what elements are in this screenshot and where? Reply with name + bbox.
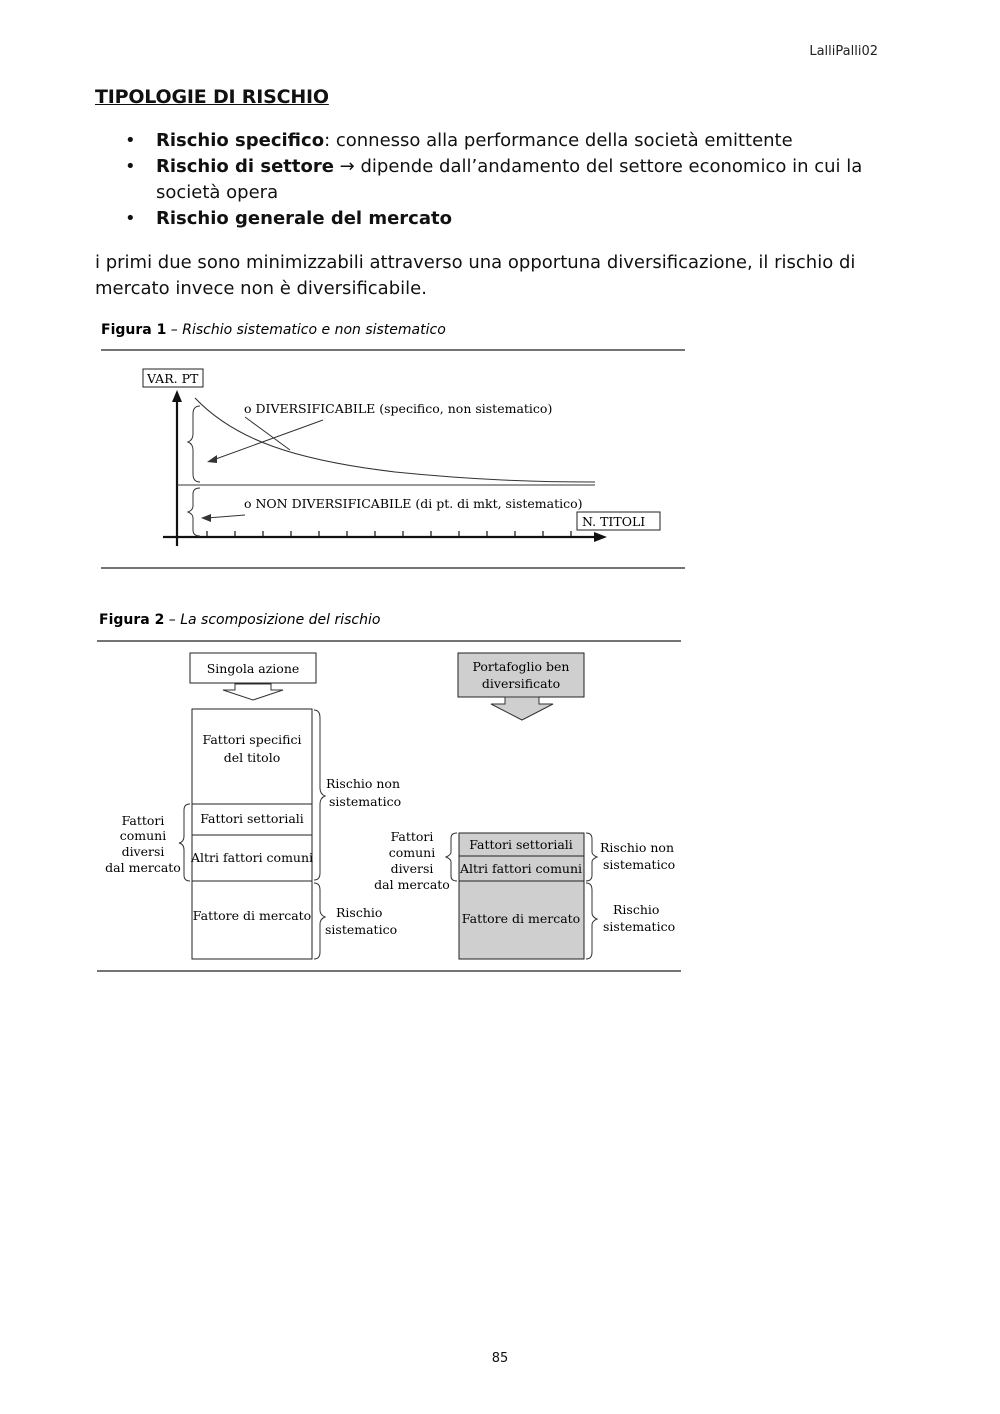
- bullet-bold: Rischio generale del mercato: [156, 208, 452, 229]
- right-systematic-line2: sistematico: [603, 919, 676, 934]
- list-item: [95, 128, 895, 154]
- other-common-factors-left: Altri fattori comuni: [190, 850, 314, 865]
- figure-2: [95, 600, 695, 980]
- market-factor-right: Fattore di mercato: [461, 911, 581, 926]
- non-diversifiable-brace: [188, 488, 200, 536]
- bullet-text: : connesso alla performance della società emittente: [324, 130, 793, 151]
- mid-common-factors-line3: diversi: [390, 861, 434, 876]
- left-common-factors-line2: comuni: [119, 828, 167, 843]
- non-diversifiable-arrow-icon: [201, 514, 211, 522]
- diversifiable-label: o DIVERSIFICABILE (specifico, non sistematico): [244, 401, 553, 416]
- mid-common-factors-line4: dal mercato: [374, 877, 450, 892]
- diversifiable-cross-line: [245, 417, 290, 450]
- page-number: 85: [491, 1351, 509, 1366]
- figure-1: [95, 310, 695, 580]
- bullet-bold: Rischio di settore: [156, 156, 334, 177]
- mid-common-factors-brace: [446, 833, 457, 881]
- list-item: [95, 206, 895, 232]
- left-systematic-line2: sistematico: [325, 922, 398, 937]
- left-systematic-line1: Rischio: [336, 905, 383, 920]
- market-factor-left: Fattore di mercato: [192, 908, 312, 923]
- y-axis-label: VAR. PT: [147, 371, 199, 386]
- x-axis-label: N. TITOLI: [582, 514, 646, 529]
- left-non-systematic-line1: Rischio non: [326, 776, 400, 791]
- left-systematic-brace: [314, 883, 325, 959]
- other-common-factors-right: Altri fattori comuni: [459, 861, 583, 876]
- non-diversifiable-label: o NON DIVERSIFICABILE (di pt. di mkt, sistematico): [244, 496, 583, 511]
- left-non-systematic-line2: sistematico: [329, 794, 402, 809]
- bullet-icon: •: [125, 208, 136, 229]
- body-paragraph: i primi due sono minimizzabili attraverso una opportuna diversificazione, il rischio di mercato invece non è diversificabile.: [95, 252, 856, 299]
- right-non-systematic-line2: sistematico: [603, 857, 676, 872]
- diversifiable-brace: [188, 406, 200, 482]
- sector-factors-left: Fattori settoriali: [200, 811, 304, 826]
- diversified-portfolio-header-line1: Portafoglio ben: [472, 659, 570, 674]
- specific-factors-line2: del titolo: [223, 750, 281, 765]
- single-stock-arrow-icon: [223, 684, 283, 700]
- mid-common-factors-line2: comuni: [388, 845, 436, 860]
- diversified-portfolio-header-line2: diversificato: [481, 676, 561, 691]
- right-non-systematic-brace: [586, 833, 597, 881]
- bullet-icon: •: [125, 156, 136, 177]
- right-non-systematic-line1: Rischio non: [600, 840, 674, 855]
- right-systematic-line1: Rischio: [613, 902, 660, 917]
- header-tag: LalliPalli02: [809, 44, 878, 59]
- left-common-factors-line1: Fattori: [121, 813, 165, 828]
- page-title: TIPOLOGIE DI RISCHIO: [95, 86, 329, 108]
- figure-1-caption: Figura 1 – Rischio sistematico e non sistematico: [101, 322, 446, 338]
- mid-common-factors-line1: Fattori: [390, 829, 434, 844]
- specific-factors-line1: Fattori specifici: [202, 732, 302, 747]
- list-item: [95, 154, 895, 206]
- left-common-factors-line4: dal mercato: [105, 860, 181, 875]
- x-axis-arrow-icon: [594, 532, 607, 542]
- single-stock-header: Singola azione: [206, 661, 300, 676]
- diversified-portfolio-arrow-icon: [491, 697, 553, 720]
- figure-2-caption: Figura 2 – La scomposizione del rischio: [99, 612, 381, 628]
- bullet-text: → dipende dall’andamento del settore economico in cui la società opera: [156, 156, 863, 203]
- right-systematic-brace: [586, 883, 597, 959]
- left-non-systematic-brace: [314, 710, 325, 880]
- non-diversifiable-pointer: [207, 515, 245, 518]
- left-common-factors-line3: diversi: [121, 844, 165, 859]
- sector-factors-right: Fattori settoriali: [469, 837, 573, 852]
- diversifiable-arrow-icon: [207, 455, 217, 463]
- bullet-list: [95, 128, 895, 232]
- bullet-icon: •: [125, 130, 136, 151]
- y-axis-arrow-icon: [172, 390, 182, 402]
- bullet-bold: Rischio specifico: [156, 130, 325, 151]
